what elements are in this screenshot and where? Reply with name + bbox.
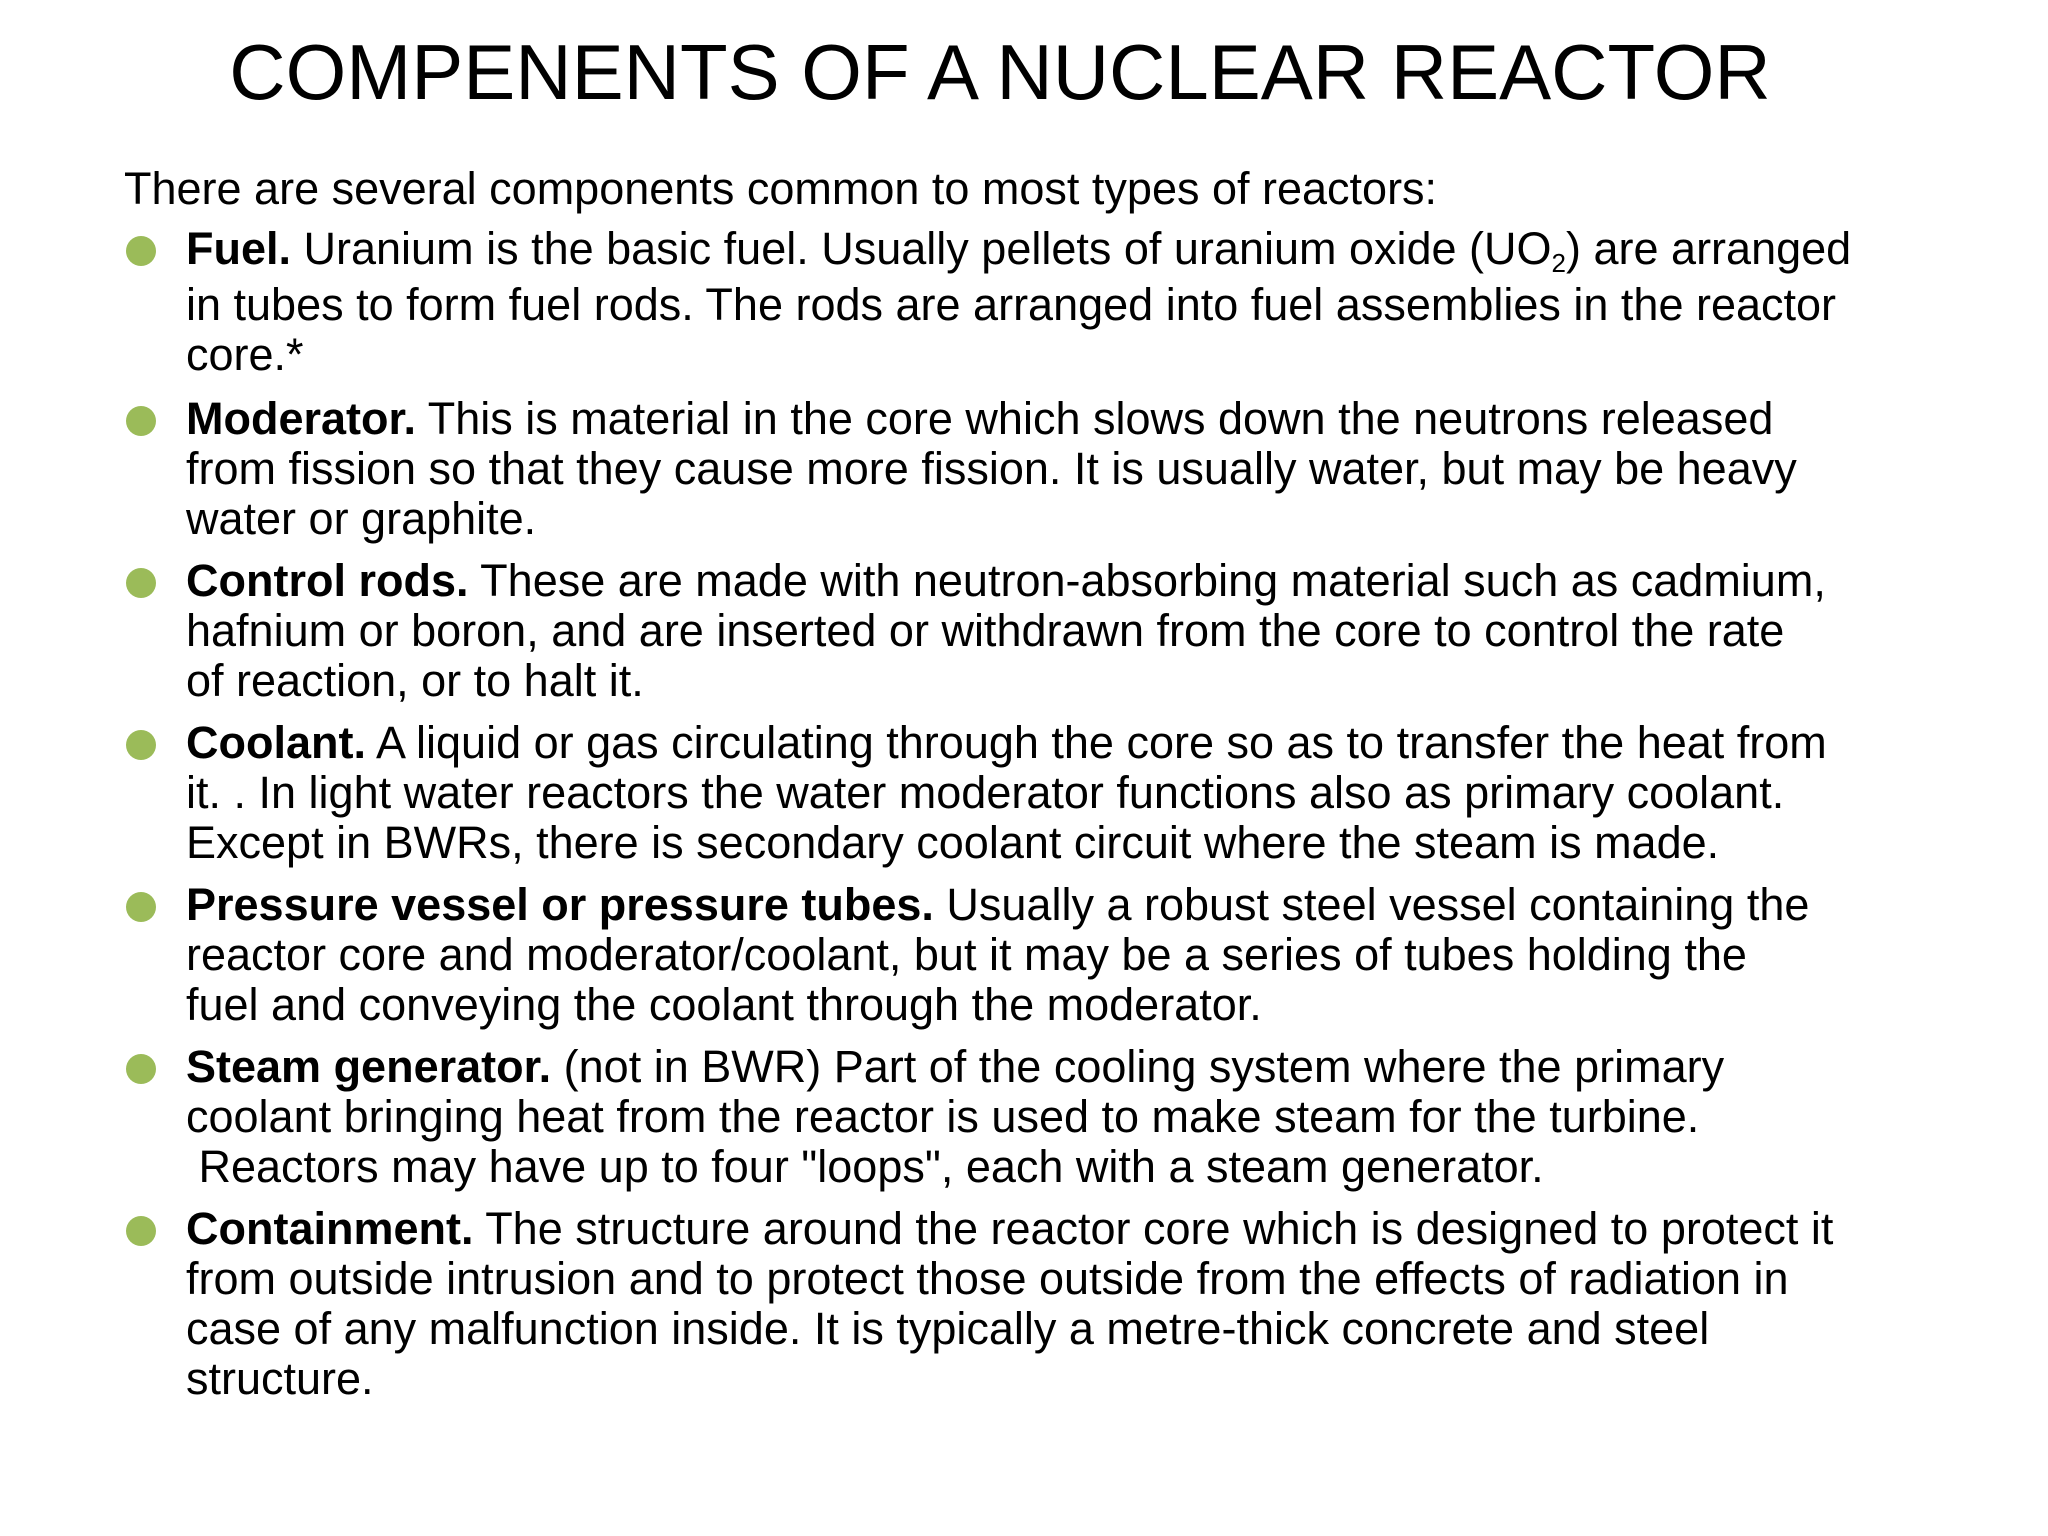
item-line [186,718,1946,768]
item-body: Uranium is the basic fuel. Usually pellets of uranium oxide (UO [291,223,1552,274]
item-line: case of any malfunction inside. It is typically a metre-thick concrete and steel [186,1303,1710,1354]
subscript: 2 [1551,248,1567,278]
item-line [186,394,1946,444]
item-line [186,1042,1946,1092]
item-lead: Steam generator. [186,1041,552,1092]
item-line [186,880,1946,930]
item-body: These are made with neutron-absorbing material such as cadmium, [468,555,1826,606]
bullet-icon [126,406,156,436]
item-lead: Moderator. [186,393,417,444]
item-line [186,223,1946,278]
item-line: from fission so that they cause more fission. It is usually water, but may be heavy [186,443,1797,494]
item-line: from outside intrusion and to protect those outside from the effects of radiation in [186,1253,1789,1304]
item-text [186,224,1946,380]
slide-title: COMPENENTS OF A NUCLEAR REACTOR [229,28,1771,116]
item-line: reactor core and moderator/coolant, but it may be a series of tubes holding the [186,929,1747,980]
item-line [186,556,1946,606]
item-line: core.* [186,329,304,380]
item-line: structure. [186,1353,374,1404]
bullet-icon [126,568,156,598]
item-body: This is material in the core which slows down the neutrons released [416,393,1774,444]
bullet-icon [126,236,156,266]
item-lead: Fuel. [186,223,292,274]
item-line: fuel and conveying the coolant through the moderator. [186,979,1262,1030]
item-lead: Control rods. [186,555,469,606]
bullet-icon [126,1054,156,1084]
item-text [186,880,1946,1030]
item-text [186,718,1946,868]
item-line: Reactors may have up to four "loops", each with a steam generator. [186,1141,1544,1192]
item-line: it. . In light water reactors the water moderator functions also as primary coolant. [186,767,1785,818]
item-line: Except in BWRs, there is secondary coolant circuit where the steam is made. [186,817,1720,868]
item-body: (not in BWR) Part of the cooling system where the primary [551,1041,1725,1092]
intro-text: There are several components common to most types of reactors: [124,163,1438,214]
item-line: of reaction, or to halt it. [186,655,644,706]
item-line [186,1204,1946,1254]
item-lead: Coolant. [186,717,366,768]
item-text [186,394,1946,544]
bullet-icon [126,730,156,760]
item-line: coolant bringing heat from the reactor is used to make steam for the turbine. [186,1091,1700,1142]
item-body: Usually a robust steel vessel containing the [933,879,1810,930]
item-body: The structure around the reactor core which is designed to protect it [473,1203,1834,1254]
item-lead: Containment. [186,1203,474,1254]
item-line: in tubes to form fuel rods. The rods are arranged into fuel assemblies in the reactor [186,279,1837,330]
item-text [186,1204,1946,1404]
item-lead: Pressure vessel or pressure tubes. [186,879,934,930]
bullet-icon [126,1216,156,1246]
item-text [186,556,1946,706]
item-text [186,1042,1946,1192]
item-line: hafnium or boron, and are inserted or withdrawn from the core to control the rate [186,605,1785,656]
item-body: A liquid or gas circulating through the core so as to transfer the heat from [365,717,1827,768]
item-body: ) are arranged [1566,223,1852,274]
bullet-icon [126,892,156,922]
item-line: water or graphite. [186,493,537,544]
